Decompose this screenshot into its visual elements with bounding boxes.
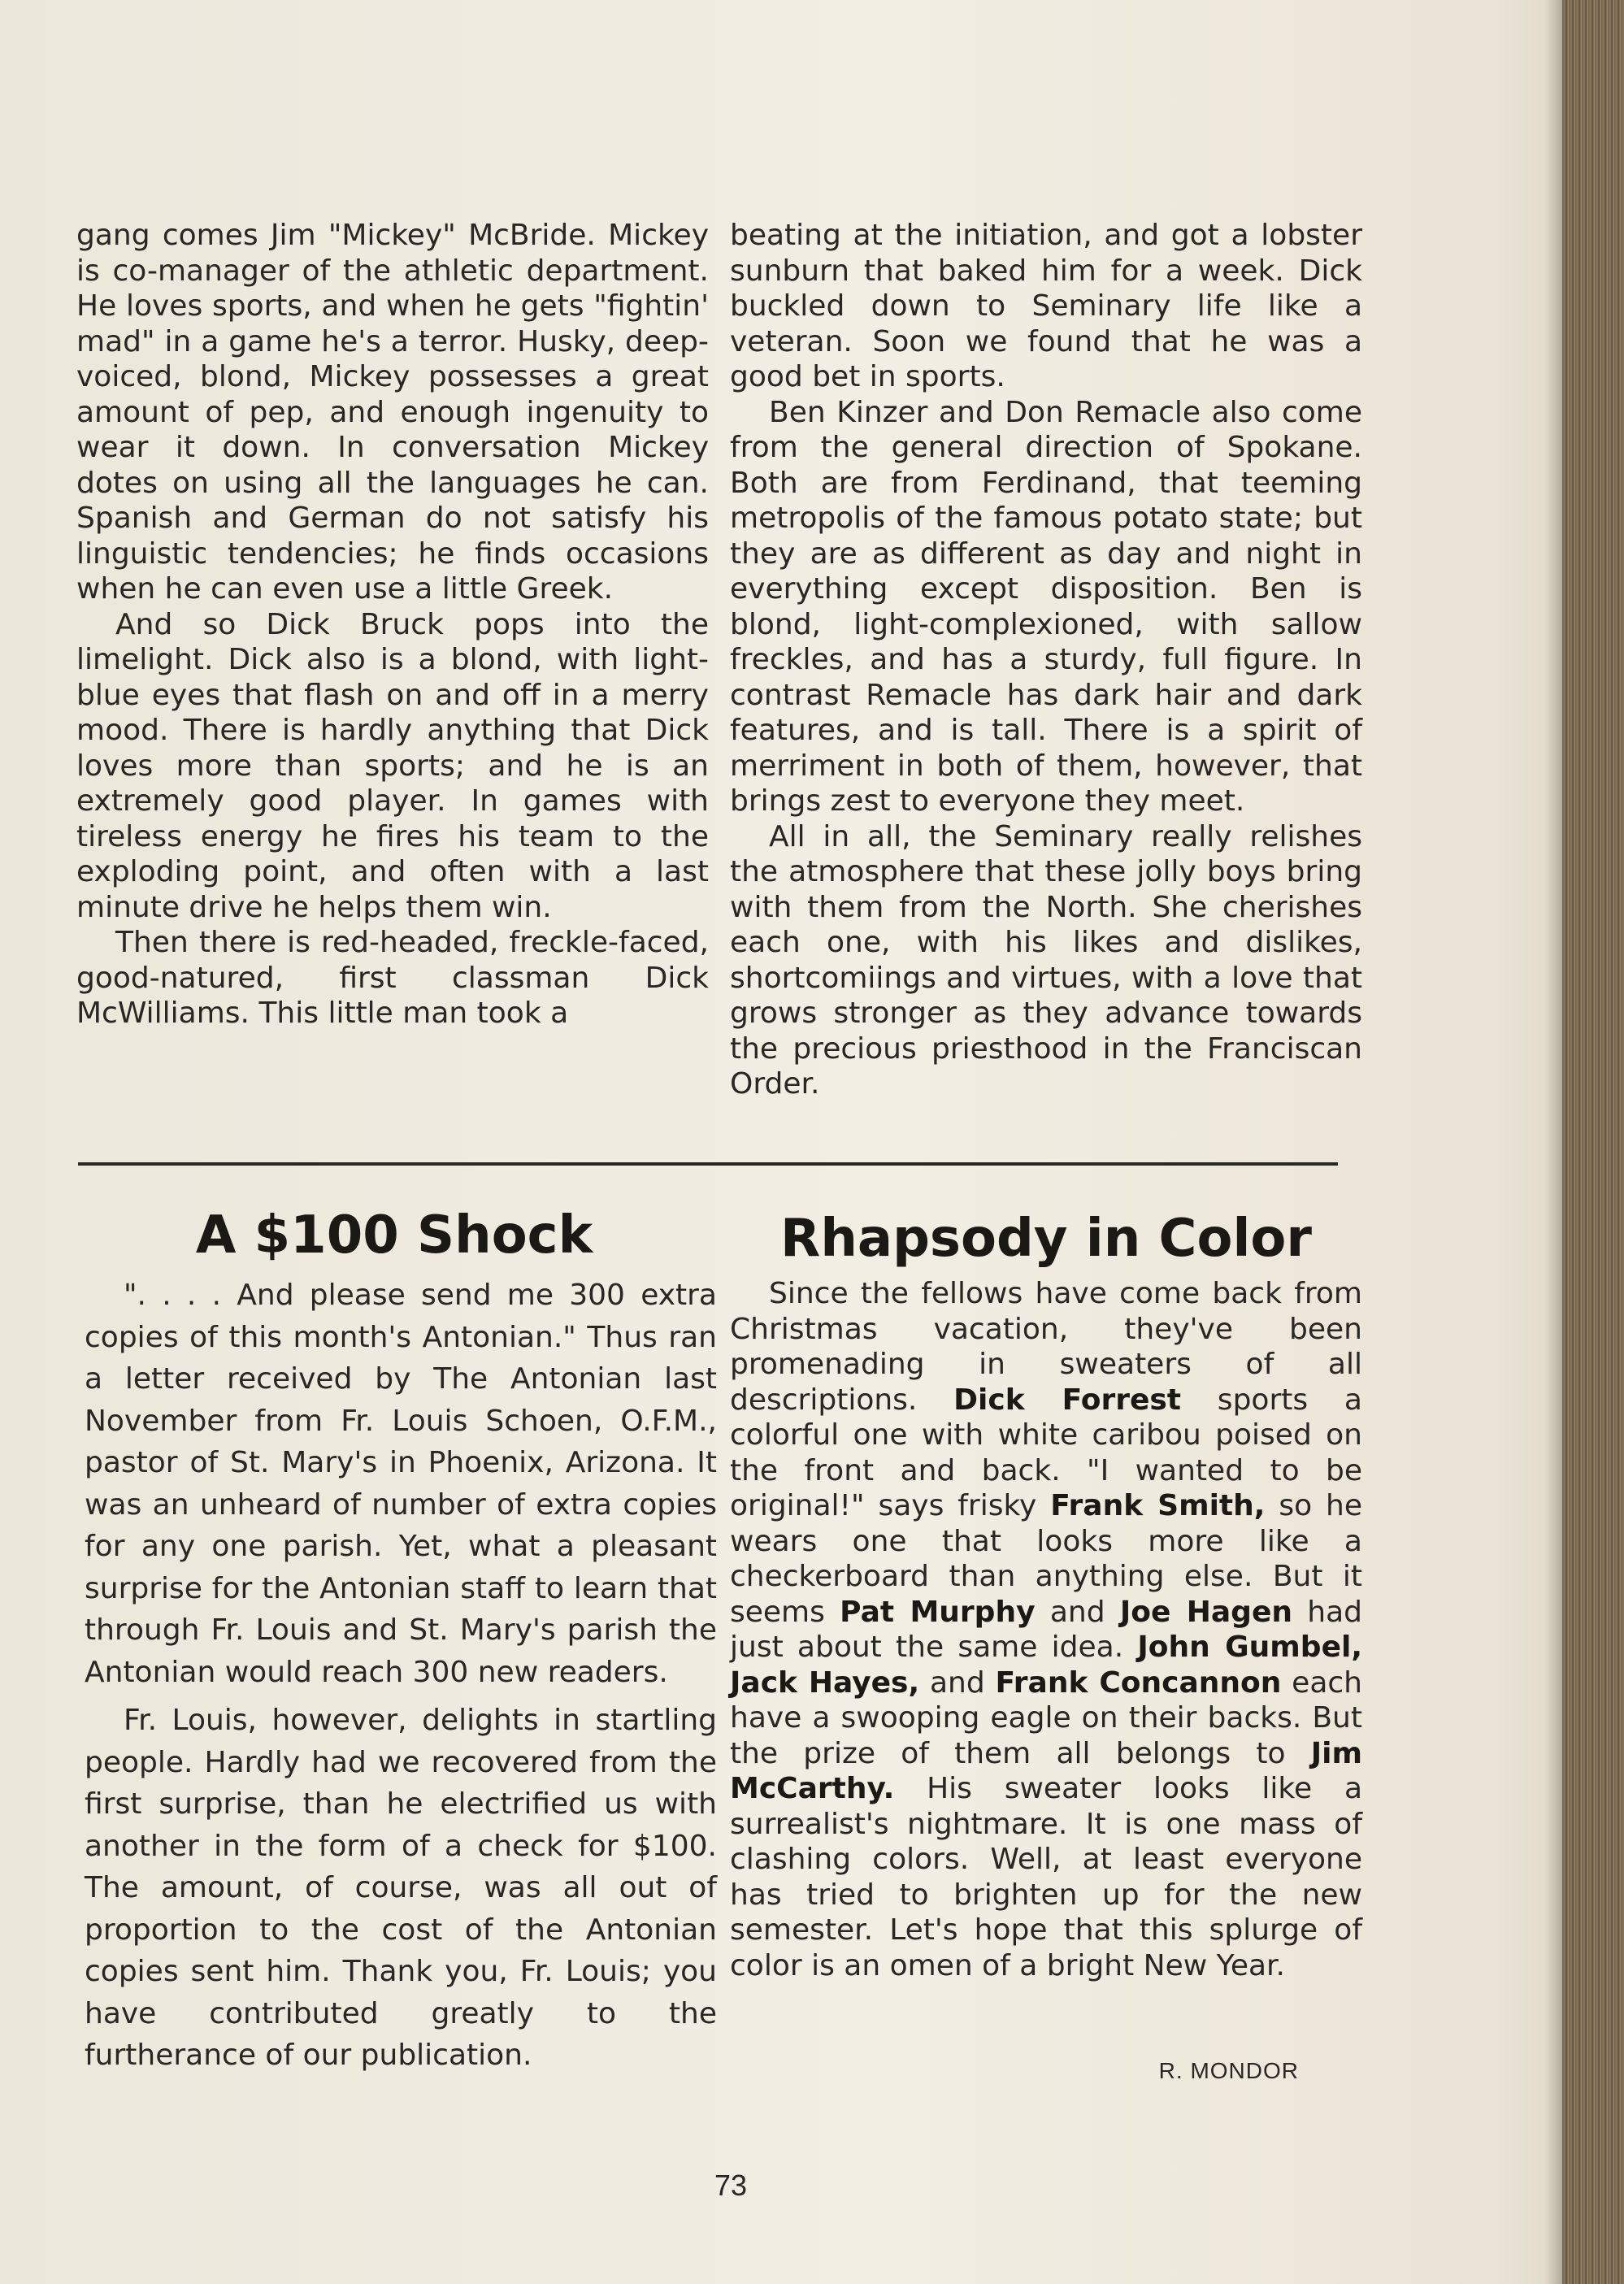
paragraph: All in all, the Seminary really relishes the atmosphere that these jolly boys bring with them from the North. She cherishes each one, with his likes and dislikes, shortcomiings and virtues, with a love that grows stronger as they advance towards the precious priesthood in the Franciscan Order. [730,819,1362,1101]
name-highlight: Frank Concannon [995,1665,1282,1700]
name-highlight: Dick Forrest [953,1383,1181,1417]
paragraph: ". . . . And please send me 300 extra copies of this month's Antonian." Thus ran a letter received by The Antonian last November from Fr. Louis Schoen, O.F.M., pastor of St. Mary's in Phoenix, Arizona. It was an unheard of number of extra copies for any one parish. Yet, what a pleasant surprise for the Antonian staff to learn that through Fr. Louis and St. Mary's parish the Antonian would reach 300 new readers. [85,1279,717,1689]
paragraph: Ben Kinzer and Don Remacle also come from the general direction of Spokane. Both are from Ferdinand, that teeming metropolis of the famous potato state; but they are as different as day and night in everything except disposition. Ben is blond, light-complexioned, with sallow freckles, and has a sturdy, full figure. In contrast Remacle has dark hair and dark features, and is tall. There is a spirit of merriment in both of them, however, that brings zest to everyone they meet. [730,395,1362,818]
rhapsody-article-body [730,1276,1362,1983]
shock-article-body [85,1274,717,2077]
section-divider [78,1162,1338,1166]
rhapsody-article-title: Rhapsody in Color [780,1209,1312,1269]
paragraph: Since the fellows have come back from Christmas vacation, they've been promenading in sweaters of all descriptions. Dick Forrest sports a colorful one with white caribou poised on the front and back. "I wanted to be original!" says frisky Frank Smith, so he wears one that looks more like a checkerboard than anything else. But it seems Pat Murphy and Joe Hagen had just about the same idea. John Gumbel, Jack Hayes, and Frank Concannon each have a swooping eagle on their backs. But the prize of them all belongs to Jim McCarthy. His sweater looks like a surrealist's nightmare. It is one mass of clashing colors. Well, at least everyone has tried to brighten up for the new semester. Let's hope that this splurge of color is an omen of a bright New Year. [730,1277,1363,1982]
shock-article-title: A $100 Shock [195,1205,593,1266]
paragraph: beating at the initiation, and got a lobster sunburn that baked him for a week. Dick buckled down to Seminary life like a veteran. Soon we found that he was a good bet in sports. [730,219,1362,393]
book-page-edges [1562,0,1624,2284]
top-left-column [76,218,709,1031]
paragraph: Fr. Louis, however, delights in startling people. Hardly had we recovered from the first surprise, than he electrified us with another in the form of a check for $100. The amount, of course, was all out of proportion to the cost of the Antonian copies sent him. Thank you, Fr. Louis; you have contributed greatly to the furtherance of our publication. [85,1704,717,2072]
page-number: 73 [714,2169,748,2202]
name-highlight: Joe Hagen [1119,1595,1292,1629]
paragraph: Then there is red-headed, freckle-faced, good-natured, first classman Dick McWilliams. This little man took a [76,926,709,1030]
name-highlight: Frank Smith, [1050,1489,1266,1522]
paragraph: And so Dick Bruck pops into the limelight. Dick also is a blond, with light-blue eyes that flash on and off in a merry mood. There is hardly anything that Dick loves more than sports; and he is an extremely good player. In games with tireless energy he fires his team to the exploding point, and often with a last minute drive he helps them win. [76,607,709,924]
name-highlight: Pat Murphy [840,1595,1036,1629]
author-byline: R. MONDOR [1158,2058,1299,2083]
name-highlight: Jim McCarthy. [730,1736,1362,1805]
paragraph: gang comes Jim "Mickey" McBride. Mickey is co-manager of the athletic department. He loves sports, and when he gets "fightin' mad" in a game he's a terror. Husky, deep-voiced, blond, Mickey possesses a great amount of pep, and enough ingenuity to wear it down. In conversation Mickey dotes on using all the languages he can. Spanish and German do not satisfy his linguistic tendencies; he finds occasions when he can even use a little Greek. [76,219,709,606]
name-highlight: John Gumbel, Jack Hayes, [730,1630,1362,1700]
top-right-column [730,218,1362,1102]
